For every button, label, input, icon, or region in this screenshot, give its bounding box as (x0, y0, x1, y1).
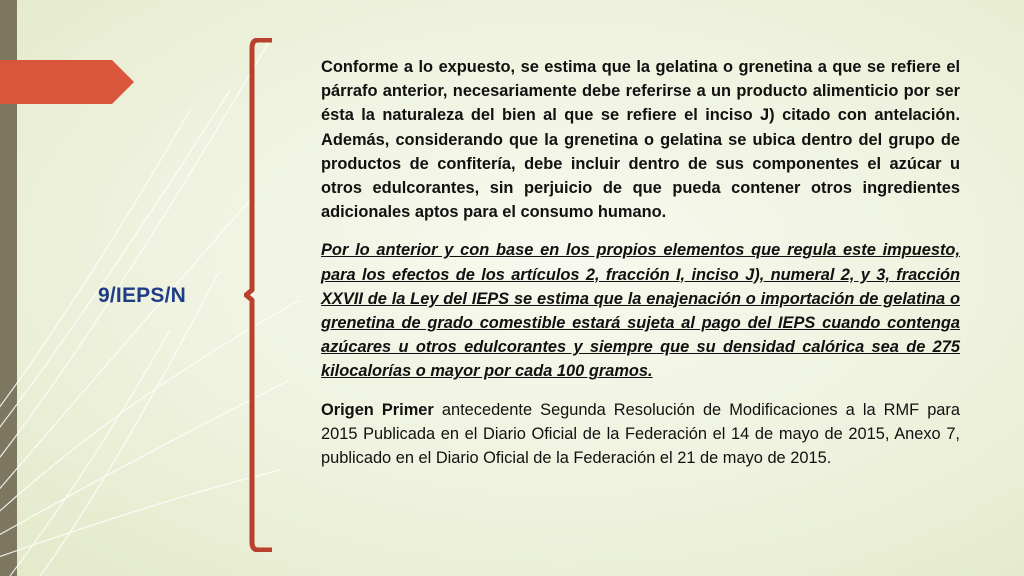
red-arrow-tab (0, 60, 134, 104)
content-block (297, 55, 960, 470)
paragraph-1-text: Conforme a lo expuesto, se estima que la gelatina o grenetina a que se refiere el párrafo anterior, necesariamente debe referirse a un producto alimenticio por ser ésta la naturaleza del bien al que se refiere el inciso J) citado con antelación. Además, considerando que la grenetina o gelatina se ubica dentro del grupo de productos de confitería, debe incluir dentro de sus componentes el azúcar u otros edulcorantes, sin perjuicio de que pueda contener otros ingredientes adicionales aptos para el consumo humano. (321, 58, 960, 222)
paragraph-2 (297, 238, 960, 383)
paragraph-3-lead: Origen Primer (321, 400, 434, 419)
paragraph-1 (297, 55, 960, 224)
rule-code-label: 9/IEPS/N (98, 284, 186, 307)
paragraph-3 (297, 398, 960, 471)
left-bracket (244, 38, 274, 552)
paragraph-2-text: Por lo anterior y con base en los propios elementos que regula este impuesto, para los efectos de los artículos 2, fracción I, inciso J), numeral 2, y 3, fracción XXVII de la Ley del IEPS se estima que la enajenación o importación de gelatina o grenetina de grado comestible estará sujeta al pago del IEPS cuando contenga azúcares u otros edulcorantes y siempre que su densidad calórica sea de 275 kilocalorías o mayor por cada 100 gramos. (321, 241, 960, 381)
paragraph-3-text: antecedente Segunda Resolución de Modificaciones a la RMF para 2015 Publicada en el Diario Oficial de la Federación el 14 de mayo de 2015, Anexo 7, publicado en el Diario Oficial de la Federación el 21 de mayo de 2015. (321, 400, 960, 468)
